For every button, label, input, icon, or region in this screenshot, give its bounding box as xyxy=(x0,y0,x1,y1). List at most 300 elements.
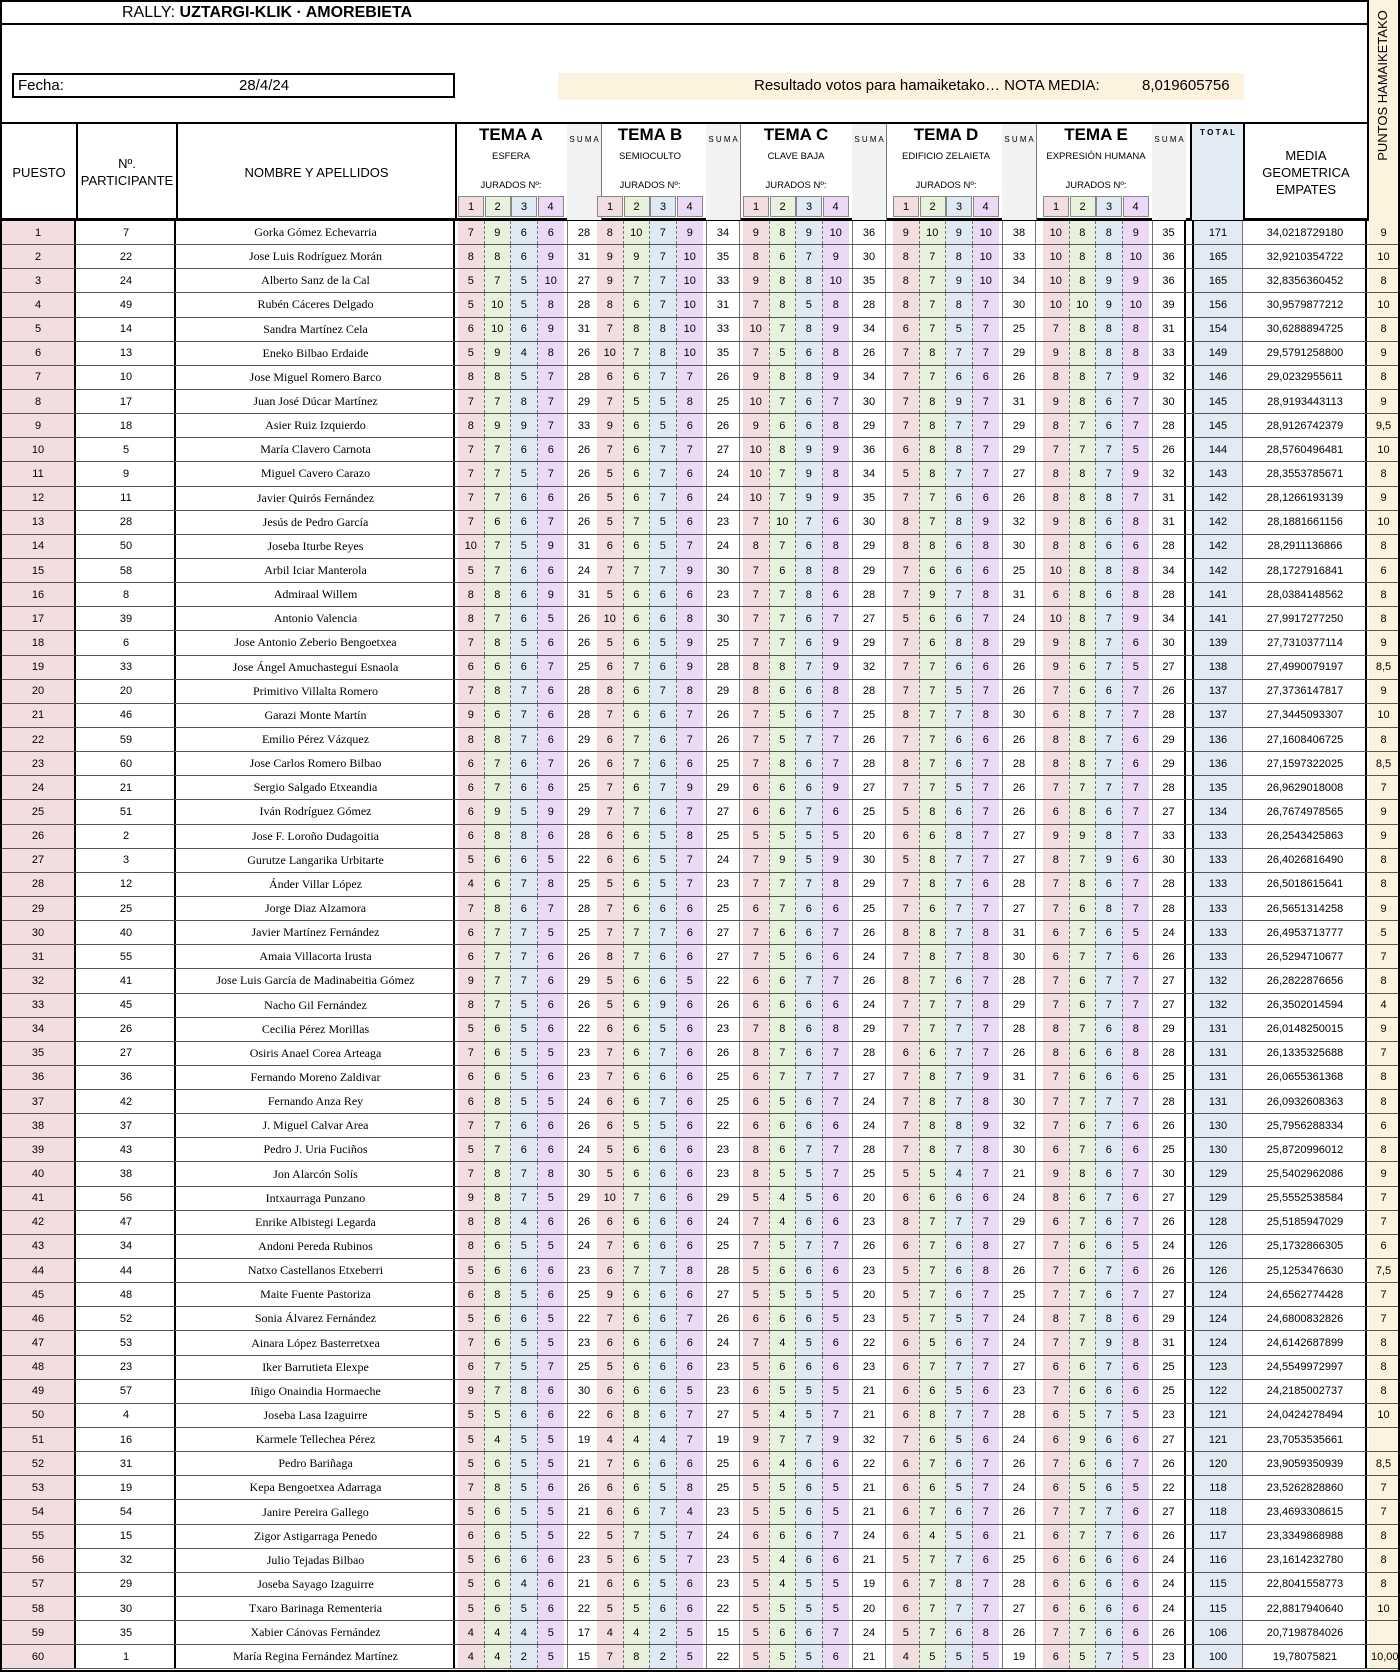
vote-cell: 6 xyxy=(1043,1549,1070,1572)
vote-cell: 5 xyxy=(650,1549,677,1572)
vote-cell: 7 xyxy=(743,559,770,582)
vote-cell: 7 xyxy=(650,921,677,944)
vote-cell: 10 xyxy=(1123,245,1150,268)
vote-cell: 5 xyxy=(743,1404,770,1427)
tema-header-d xyxy=(890,124,1002,220)
vote-cell: 6 xyxy=(677,1187,704,1210)
vote-cell: 6 xyxy=(743,1114,770,1137)
media-cell: 26,0655361368 xyxy=(1245,1066,1367,1089)
vote-cell: 9 xyxy=(946,221,973,244)
vote-cell: 5 xyxy=(893,1549,920,1572)
suma-cell: 31 xyxy=(1002,921,1036,944)
vote-cell: 5 xyxy=(743,1645,770,1668)
participante-cell: 28 xyxy=(78,511,176,534)
vote-cell: 7 xyxy=(743,1018,770,1041)
vote-cell: 6 xyxy=(1070,1066,1097,1089)
vote-cell: 8 xyxy=(920,1066,947,1089)
vote-cell: 9 xyxy=(796,221,823,244)
vote-cell: 10 xyxy=(770,511,797,534)
vote-cell: 5 xyxy=(650,535,677,558)
vote-cell: 7 xyxy=(946,342,973,365)
total-cell: 133 xyxy=(1192,825,1243,848)
vote-cell: 7 xyxy=(458,631,485,654)
puntos-cell: 9,5 xyxy=(1369,414,1398,437)
suma-cell: 33 xyxy=(706,269,740,292)
media-cell: 24,6562774428 xyxy=(1245,1283,1367,1306)
tema-title: TEMA B xyxy=(617,125,683,144)
vote-cell: 7 xyxy=(597,921,624,944)
puntos-cell: 8 xyxy=(1369,607,1398,630)
vote-cell: 5 xyxy=(650,849,677,872)
puesto-cell: 9 xyxy=(2,414,76,437)
vote-cell: 7 xyxy=(920,487,947,510)
vote-cell: 6 xyxy=(1096,414,1123,437)
vote-cell: 6 xyxy=(796,921,823,944)
vote-cell: 6 xyxy=(458,800,485,823)
vote-cell: 6 xyxy=(624,366,651,389)
vote-cell: 5 xyxy=(597,511,624,534)
vote-cell: 7 xyxy=(485,1138,512,1161)
vote-cell: 6 xyxy=(650,800,677,823)
vote-cell: 6 xyxy=(1070,1356,1097,1379)
vote-cell: 6 xyxy=(458,945,485,968)
vote-cell: 8 xyxy=(946,631,973,654)
vote-cell: 10 xyxy=(743,438,770,461)
puesto-cell: 32 xyxy=(2,969,76,992)
vote-cell: 9 xyxy=(823,631,850,654)
vote-cell: 7 xyxy=(650,559,677,582)
vote-cell: 5 xyxy=(458,1138,485,1161)
media-cell: 25,7956288334 xyxy=(1245,1114,1367,1137)
vote-cell: 6 xyxy=(458,825,485,848)
vote-cell: 6 xyxy=(650,752,677,775)
vote-cell: 6 xyxy=(1096,1235,1123,1258)
vote-cell: 9 xyxy=(677,631,704,654)
vote-cell: 7 xyxy=(893,583,920,606)
suma-cell: 30 xyxy=(1002,293,1036,316)
name-cell: Jose Miguel Romero Barco xyxy=(178,366,455,389)
puesto-cell: 26 xyxy=(2,825,76,848)
suma-cell: 35 xyxy=(852,487,886,510)
suma-cell: 26 xyxy=(852,342,886,365)
vote-cell: 7 xyxy=(973,607,1000,630)
vote-cell: 7 xyxy=(624,921,651,944)
puntos-cell: 8,5 xyxy=(1369,752,1398,775)
vote-cell: 5 xyxy=(511,1597,538,1620)
vote-cell: 6 xyxy=(485,511,512,534)
vote-cell: 10 xyxy=(677,293,704,316)
vote-cell: 6 xyxy=(538,1018,565,1041)
suma-cell: 26 xyxy=(1002,1621,1036,1644)
suma-cell: 29 xyxy=(567,390,601,413)
vote-cell: 8 xyxy=(650,318,677,341)
media-cell: 24,0424278494 xyxy=(1245,1404,1367,1427)
puesto-cell: 6 xyxy=(2,342,76,365)
vote-cell: 6 xyxy=(1070,1549,1097,1572)
vote-cell: 7 xyxy=(1070,945,1097,968)
vote-cell: 7 xyxy=(624,269,651,292)
vote-cell: 7 xyxy=(946,873,973,896)
suma-cell: 21 xyxy=(852,1500,886,1523)
total-cell: 142 xyxy=(1192,511,1243,534)
vote-cell: 5 xyxy=(597,1356,624,1379)
vote-cell: 6 xyxy=(597,535,624,558)
vote-cell: 6 xyxy=(458,656,485,679)
suma-cell: 28 xyxy=(567,221,601,244)
vote-cell: 6 xyxy=(796,776,823,799)
suma-cell: 32 xyxy=(852,656,886,679)
vote-cell: 6 xyxy=(538,559,565,582)
vote-cell: 7 xyxy=(973,969,1000,992)
vote-cell: 7 xyxy=(1123,1452,1150,1475)
puntos-cell: 9 xyxy=(1369,1162,1398,1185)
vote-cell: 8 xyxy=(458,245,485,268)
vote-cell: 5 xyxy=(770,1476,797,1499)
vote-cell: 7 xyxy=(1123,1211,1150,1234)
vote-cell: 6 xyxy=(1043,945,1070,968)
vote-cell: 9 xyxy=(1043,1162,1070,1185)
vote-cell: 7 xyxy=(893,559,920,582)
vote-cell: 6 xyxy=(511,656,538,679)
vote-cell: 8 xyxy=(1096,897,1123,920)
vote-cell: 8 xyxy=(1070,800,1097,823)
vote-cell: 7 xyxy=(920,1500,947,1523)
total-cell: 136 xyxy=(1192,728,1243,751)
suma-cell: 30 xyxy=(1152,631,1186,654)
puesto-cell: 15 xyxy=(2,559,76,582)
vote-cell: 6 xyxy=(1070,1573,1097,1596)
vote-cell: 6 xyxy=(946,1331,973,1354)
vote-cell: 6 xyxy=(485,1573,512,1596)
vote-cell: 8 xyxy=(1096,1307,1123,1330)
vote-cell: 6 xyxy=(677,1090,704,1113)
vote-cell: 5 xyxy=(538,607,565,630)
vote-cell: 6 xyxy=(1096,1597,1123,1620)
vote-cell: 7 xyxy=(920,969,947,992)
suma-cell: 34 xyxy=(1152,559,1186,582)
vote-cell: 6 xyxy=(946,1452,973,1475)
vote-cell: 6 xyxy=(946,607,973,630)
suma-cell: 29 xyxy=(852,631,886,654)
puesto-cell: 4 xyxy=(2,293,76,316)
vote-cell: 6 xyxy=(946,1283,973,1306)
vote-cell: 7 xyxy=(1096,1525,1123,1548)
vote-cell: 5 xyxy=(458,293,485,316)
participante-cell: 36 xyxy=(78,1066,176,1089)
vote-cell: 7 xyxy=(1096,366,1123,389)
suma-cell: 23 xyxy=(706,1356,740,1379)
vote-cell: 7 xyxy=(920,1283,947,1306)
vote-cell: 10 xyxy=(538,269,565,292)
vote-cell: 5 xyxy=(770,704,797,727)
vote-cell: 6 xyxy=(597,752,624,775)
vote-cell: 8 xyxy=(796,583,823,606)
vote-cell: 9 xyxy=(597,414,624,437)
vote-cell: 7 xyxy=(770,390,797,413)
vote-cell: 6 xyxy=(624,607,651,630)
vote-cell: 6 xyxy=(1043,800,1070,823)
vote-cell: 9 xyxy=(743,366,770,389)
name-cell: Rubén Cáceres Delgado xyxy=(178,293,455,316)
total-cell: 165 xyxy=(1192,245,1243,268)
header-puntos-text: PUNTOS HAMAIKETAKO xyxy=(1375,9,1390,161)
vote-cell: 10 xyxy=(973,221,1000,244)
vote-cell: 7 xyxy=(893,1018,920,1041)
vote-cell: 8 xyxy=(823,535,850,558)
jurado-number: 2 xyxy=(624,196,650,217)
vote-cell: 5 xyxy=(650,390,677,413)
vote-cell: 10 xyxy=(743,390,770,413)
vote-cell: 8 xyxy=(743,535,770,558)
vote-cell: 6 xyxy=(538,1380,565,1403)
suma-cell: 28 xyxy=(1002,1404,1036,1427)
vote-cell: 6 xyxy=(823,994,850,1017)
puntos-cell: 8 xyxy=(1369,366,1398,389)
puesto-cell: 37 xyxy=(2,1090,76,1113)
vote-cell: 7 xyxy=(538,366,565,389)
vote-cell: 6 xyxy=(823,1259,850,1282)
suma-cell: 20 xyxy=(852,825,886,848)
rally-title xyxy=(122,4,412,22)
suma-cell: 24 xyxy=(706,535,740,558)
vote-cell: 7 xyxy=(650,1090,677,1113)
suma-cell: 28 xyxy=(1002,1018,1036,1041)
participante-cell: 4 xyxy=(78,1404,176,1427)
suma-cell: 31 xyxy=(567,583,601,606)
vote-cell: 6 xyxy=(458,1283,485,1306)
vote-cell: 6 xyxy=(1070,1042,1097,1065)
vote-cell: 8 xyxy=(1070,704,1097,727)
header-suma: S U M A xyxy=(1152,124,1186,220)
vote-cell: 8 xyxy=(893,921,920,944)
vote-cell: 5 xyxy=(796,293,823,316)
vote-cell: 8 xyxy=(823,559,850,582)
vote-cell: 7 xyxy=(1070,1211,1097,1234)
vote-cell: 7 xyxy=(973,1356,1000,1379)
vote-cell: 8 xyxy=(1070,752,1097,775)
vote-cell: 7 xyxy=(1096,1356,1123,1379)
vote-cell: 10 xyxy=(1043,293,1070,316)
media-cell: 28,5760496481 xyxy=(1245,438,1367,461)
total-cell: 154 xyxy=(1192,318,1243,341)
puntos-cell: 9 xyxy=(1369,631,1398,654)
suma-cell: 28 xyxy=(567,825,601,848)
vote-cell: 8 xyxy=(946,825,973,848)
vote-cell: 6 xyxy=(677,414,704,437)
puntos-cell: 10 xyxy=(1369,1597,1398,1620)
vote-cell: 6 xyxy=(973,1549,1000,1572)
vote-cell: 9 xyxy=(1096,1331,1123,1354)
vote-cell: 7 xyxy=(597,559,624,582)
vote-cell: 9 xyxy=(1070,1428,1097,1451)
vote-cell: 7 xyxy=(677,438,704,461)
vote-cell: 5 xyxy=(458,1404,485,1427)
suma-cell: 23 xyxy=(852,1259,886,1282)
puesto-cell: 56 xyxy=(2,1549,76,1572)
suma-cell: 23 xyxy=(706,1500,740,1523)
total-cell: 132 xyxy=(1192,994,1243,1017)
puesto-cell: 19 xyxy=(2,656,76,679)
vote-cell: 6 xyxy=(946,728,973,751)
participante-cell: 26 xyxy=(78,1018,176,1041)
vote-cell: 6 xyxy=(973,559,1000,582)
name-cell: Sergio Salgado Etxeandia xyxy=(178,776,455,799)
suma-cell: 30 xyxy=(706,559,740,582)
vote-cell: 7 xyxy=(597,1645,624,1668)
name-cell: Ánder Villar López xyxy=(178,873,455,896)
vote-cell: 7 xyxy=(796,656,823,679)
vote-cell: 7 xyxy=(1070,1331,1097,1354)
name-cell: Jon Alarcón Solís xyxy=(178,1162,455,1185)
table-row xyxy=(2,390,1398,414)
vote-cell: 5 xyxy=(823,1476,850,1499)
vote-cell: 8 xyxy=(973,583,1000,606)
vote-cell: 9 xyxy=(823,776,850,799)
vote-cell: 8 xyxy=(624,1404,651,1427)
vote-cell: 5 xyxy=(538,1452,565,1475)
vote-cell: 7 xyxy=(538,897,565,920)
vote-cell: 8 xyxy=(458,607,485,630)
puntos-cell: 8 xyxy=(1369,1380,1398,1403)
puntos-cell: 8 xyxy=(1369,1138,1398,1161)
participante-cell: 42 xyxy=(78,1090,176,1113)
vote-cell: 8 xyxy=(624,318,651,341)
suma-cell: 34 xyxy=(852,318,886,341)
tema-subtitle: EDIFICIO ZELAIETA xyxy=(902,151,990,162)
suma-cell: 24 xyxy=(567,1090,601,1113)
vote-cell: 6 xyxy=(1043,1573,1070,1596)
vote-cell: 7 xyxy=(920,680,947,703)
vote-cell: 7 xyxy=(770,318,797,341)
vote-cell: 6 xyxy=(893,1597,920,1620)
vote-cell: 8 xyxy=(485,1476,512,1499)
vote-cell: 9 xyxy=(458,1187,485,1210)
suma-cell: 30 xyxy=(852,245,886,268)
vote-cell: 7 xyxy=(796,511,823,534)
name-cell: Javier Martínez Fernández xyxy=(178,921,455,944)
suma-cell: 26 xyxy=(852,728,886,751)
vote-cell: 5 xyxy=(511,1356,538,1379)
suma-cell: 29 xyxy=(852,414,886,437)
vote-cell: 7 xyxy=(893,897,920,920)
vote-cell: 7 xyxy=(1043,1114,1070,1137)
puntos-cell: 7 xyxy=(1369,1307,1398,1330)
vote-cell: 7 xyxy=(1096,1645,1123,1668)
vote-cell: 6 xyxy=(743,1090,770,1113)
name-cell: Jose F. Loroño Dudagoitia xyxy=(178,825,455,848)
vote-cell: 7 xyxy=(946,414,973,437)
vote-cell: 6 xyxy=(677,1356,704,1379)
vote-cell: 6 xyxy=(597,825,624,848)
suma-cell: 21 xyxy=(852,1549,886,1572)
participante-cell: 30 xyxy=(78,1597,176,1620)
vote-cell: 8 xyxy=(1070,728,1097,751)
vote-cell: 8 xyxy=(946,1573,973,1596)
vote-cell: 7 xyxy=(677,1404,704,1427)
vote-cell: 7 xyxy=(485,752,512,775)
vote-cell: 7 xyxy=(1043,1452,1070,1475)
participante-cell: 52 xyxy=(78,1307,176,1330)
table-header xyxy=(2,122,1400,221)
vote-cell: 7 xyxy=(597,318,624,341)
vote-cell: 7 xyxy=(920,1307,947,1330)
vote-cell: 6 xyxy=(1123,1525,1150,1548)
participante-cell: 21 xyxy=(78,776,176,799)
vote-cell: 9 xyxy=(823,1428,850,1451)
suma-cell: 30 xyxy=(567,1162,601,1185)
suma-cell: 27 xyxy=(852,1066,886,1089)
suma-cell: 23 xyxy=(567,1259,601,1282)
suma-cell: 24 xyxy=(706,462,740,485)
vote-cell: 7 xyxy=(893,994,920,1017)
suma-cell: 24 xyxy=(567,559,601,582)
vote-cell: 7 xyxy=(650,293,677,316)
vote-cell: 6 xyxy=(893,1331,920,1354)
vote-cell: 7 xyxy=(743,728,770,751)
vote-cell: 10 xyxy=(1043,269,1070,292)
vote-cell: 6 xyxy=(1096,1452,1123,1475)
vote-cell: 7 xyxy=(796,1428,823,1451)
suma-cell: 29 xyxy=(1152,752,1186,775)
suma-cell: 29 xyxy=(852,535,886,558)
vote-cell: 7 xyxy=(973,1042,1000,1065)
vote-cell: 5 xyxy=(796,1283,823,1306)
vote-cell: 5 xyxy=(650,1114,677,1137)
suma-cell: 15 xyxy=(706,1621,740,1644)
vote-cell: 6 xyxy=(1070,680,1097,703)
vote-cell: 7 xyxy=(946,583,973,606)
vote-cell: 7 xyxy=(597,704,624,727)
vote-cell: 8 xyxy=(796,318,823,341)
total-cell: 131 xyxy=(1192,1042,1243,1065)
total-cell: 100 xyxy=(1192,1645,1243,1668)
vote-cell: 8 xyxy=(973,1090,1000,1113)
vote-cell: 5 xyxy=(597,631,624,654)
vote-cell: 5 xyxy=(677,969,704,992)
total-cell: 131 xyxy=(1192,1066,1243,1089)
vote-cell: 5 xyxy=(770,1597,797,1620)
suma-cell: 26 xyxy=(706,994,740,1017)
suma-cell: 25 xyxy=(567,921,601,944)
vote-cell: 8 xyxy=(458,1211,485,1234)
fecha-value: 28/4/24 xyxy=(239,77,290,94)
vote-cell: 7 xyxy=(973,414,1000,437)
suma-cell: 28 xyxy=(1152,583,1186,606)
vote-cell: 7 xyxy=(1043,897,1070,920)
vote-cell: 5 xyxy=(511,1042,538,1065)
vote-cell: 8 xyxy=(1123,1331,1150,1354)
vote-cell: 7 xyxy=(920,1452,947,1475)
media-cell: 27,4990079197 xyxy=(1245,656,1367,679)
vote-cell: 6 xyxy=(650,583,677,606)
vote-cell: 5 xyxy=(823,825,850,848)
vote-cell: 5 xyxy=(538,1090,565,1113)
vote-cell: 4 xyxy=(458,1645,485,1668)
vote-cell: 7 xyxy=(677,535,704,558)
vote-cell: 5 xyxy=(538,1645,565,1668)
vote-cell: 6 xyxy=(677,752,704,775)
vote-cell: 8 xyxy=(1123,511,1150,534)
vote-cell: 5 xyxy=(511,1283,538,1306)
vote-cell: 8 xyxy=(1123,559,1150,582)
vote-cell: 9 xyxy=(1123,269,1150,292)
suma-cell: 31 xyxy=(706,293,740,316)
vote-cell: 7 xyxy=(973,438,1000,461)
vote-cell: 8 xyxy=(458,366,485,389)
vote-cell: 6 xyxy=(770,800,797,823)
vote-cell: 7 xyxy=(458,462,485,485)
total-cell: 121 xyxy=(1192,1428,1243,1451)
